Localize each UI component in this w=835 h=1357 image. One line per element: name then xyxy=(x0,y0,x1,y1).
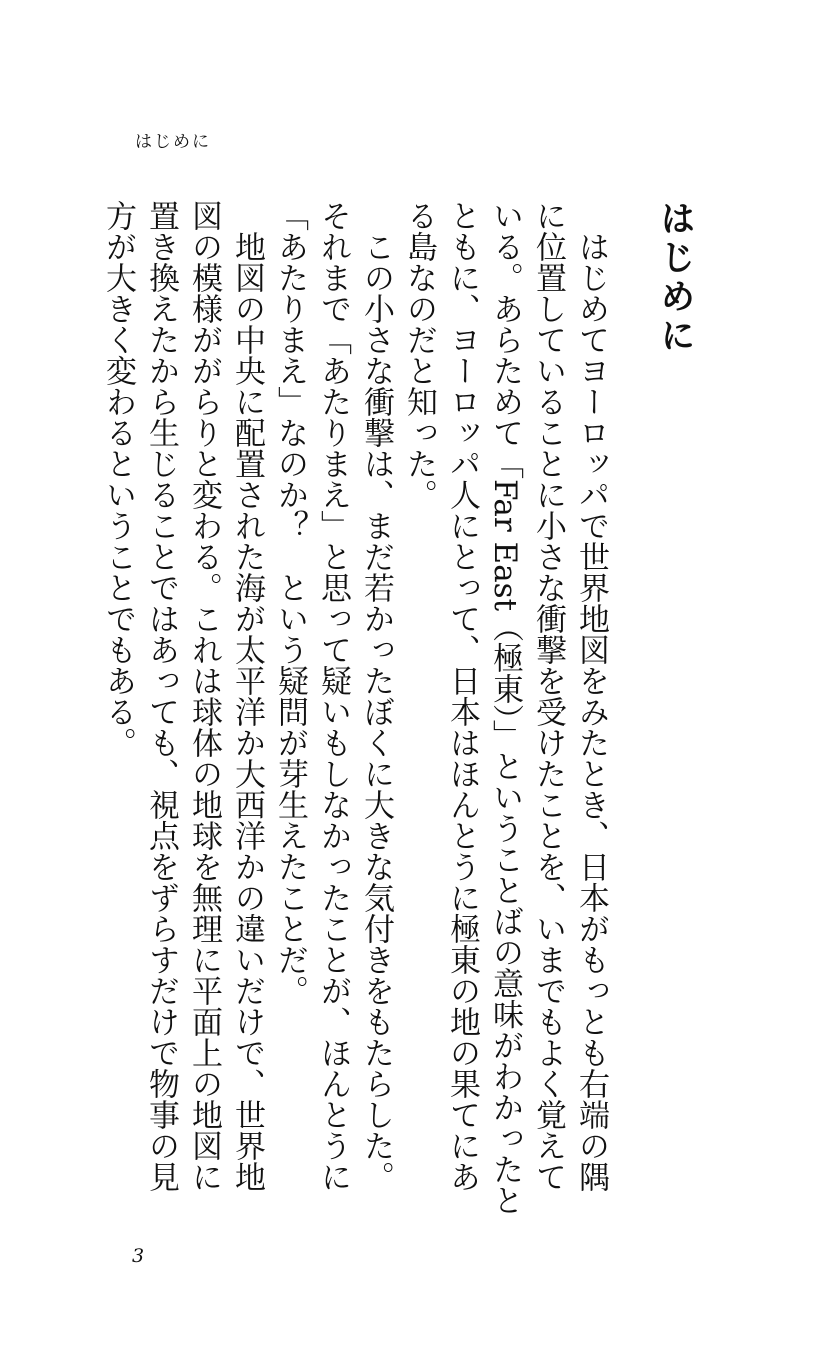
body-text xyxy=(100,200,700,1220)
paragraph-2: この小さな衝撃は、まだ若かったぼくに大きな気付きをもたらした。それまで「あたりまえ」と思って疑いもしなかったことが、ほんとうに「あたりまえ」なのか？ という疑問が芽生えたことだ。 xyxy=(272,200,394,1192)
paragraph-1: はじめてヨーロッパで世界地図をみたとき、日本がもっとも右端の隅に位置していることに小さな衝撃を受けたことを、いまでもよく覚えている。あらためて「Far East（極東）」ということばの意味がわかったとともに、ヨーロッパ人にとって、日本はほんとうに極東の地の果てにある島なのだと知った。 xyxy=(401,200,609,1216)
paragraph-3: 地図の中央に配置された海が太平洋か大西洋かの違いだけで、世界地図の模様ががらりと変わる。これは球体の地球を無理に平面上の地図に置き換えたから生じることではあっても、視点をずらすだけで物事の見方が大きく変わるということでもある。 xyxy=(100,200,265,1192)
page-number: 3 xyxy=(132,1245,145,1267)
chapter-title: はじめに xyxy=(655,200,696,356)
running-header: はじめに xyxy=(135,132,211,152)
